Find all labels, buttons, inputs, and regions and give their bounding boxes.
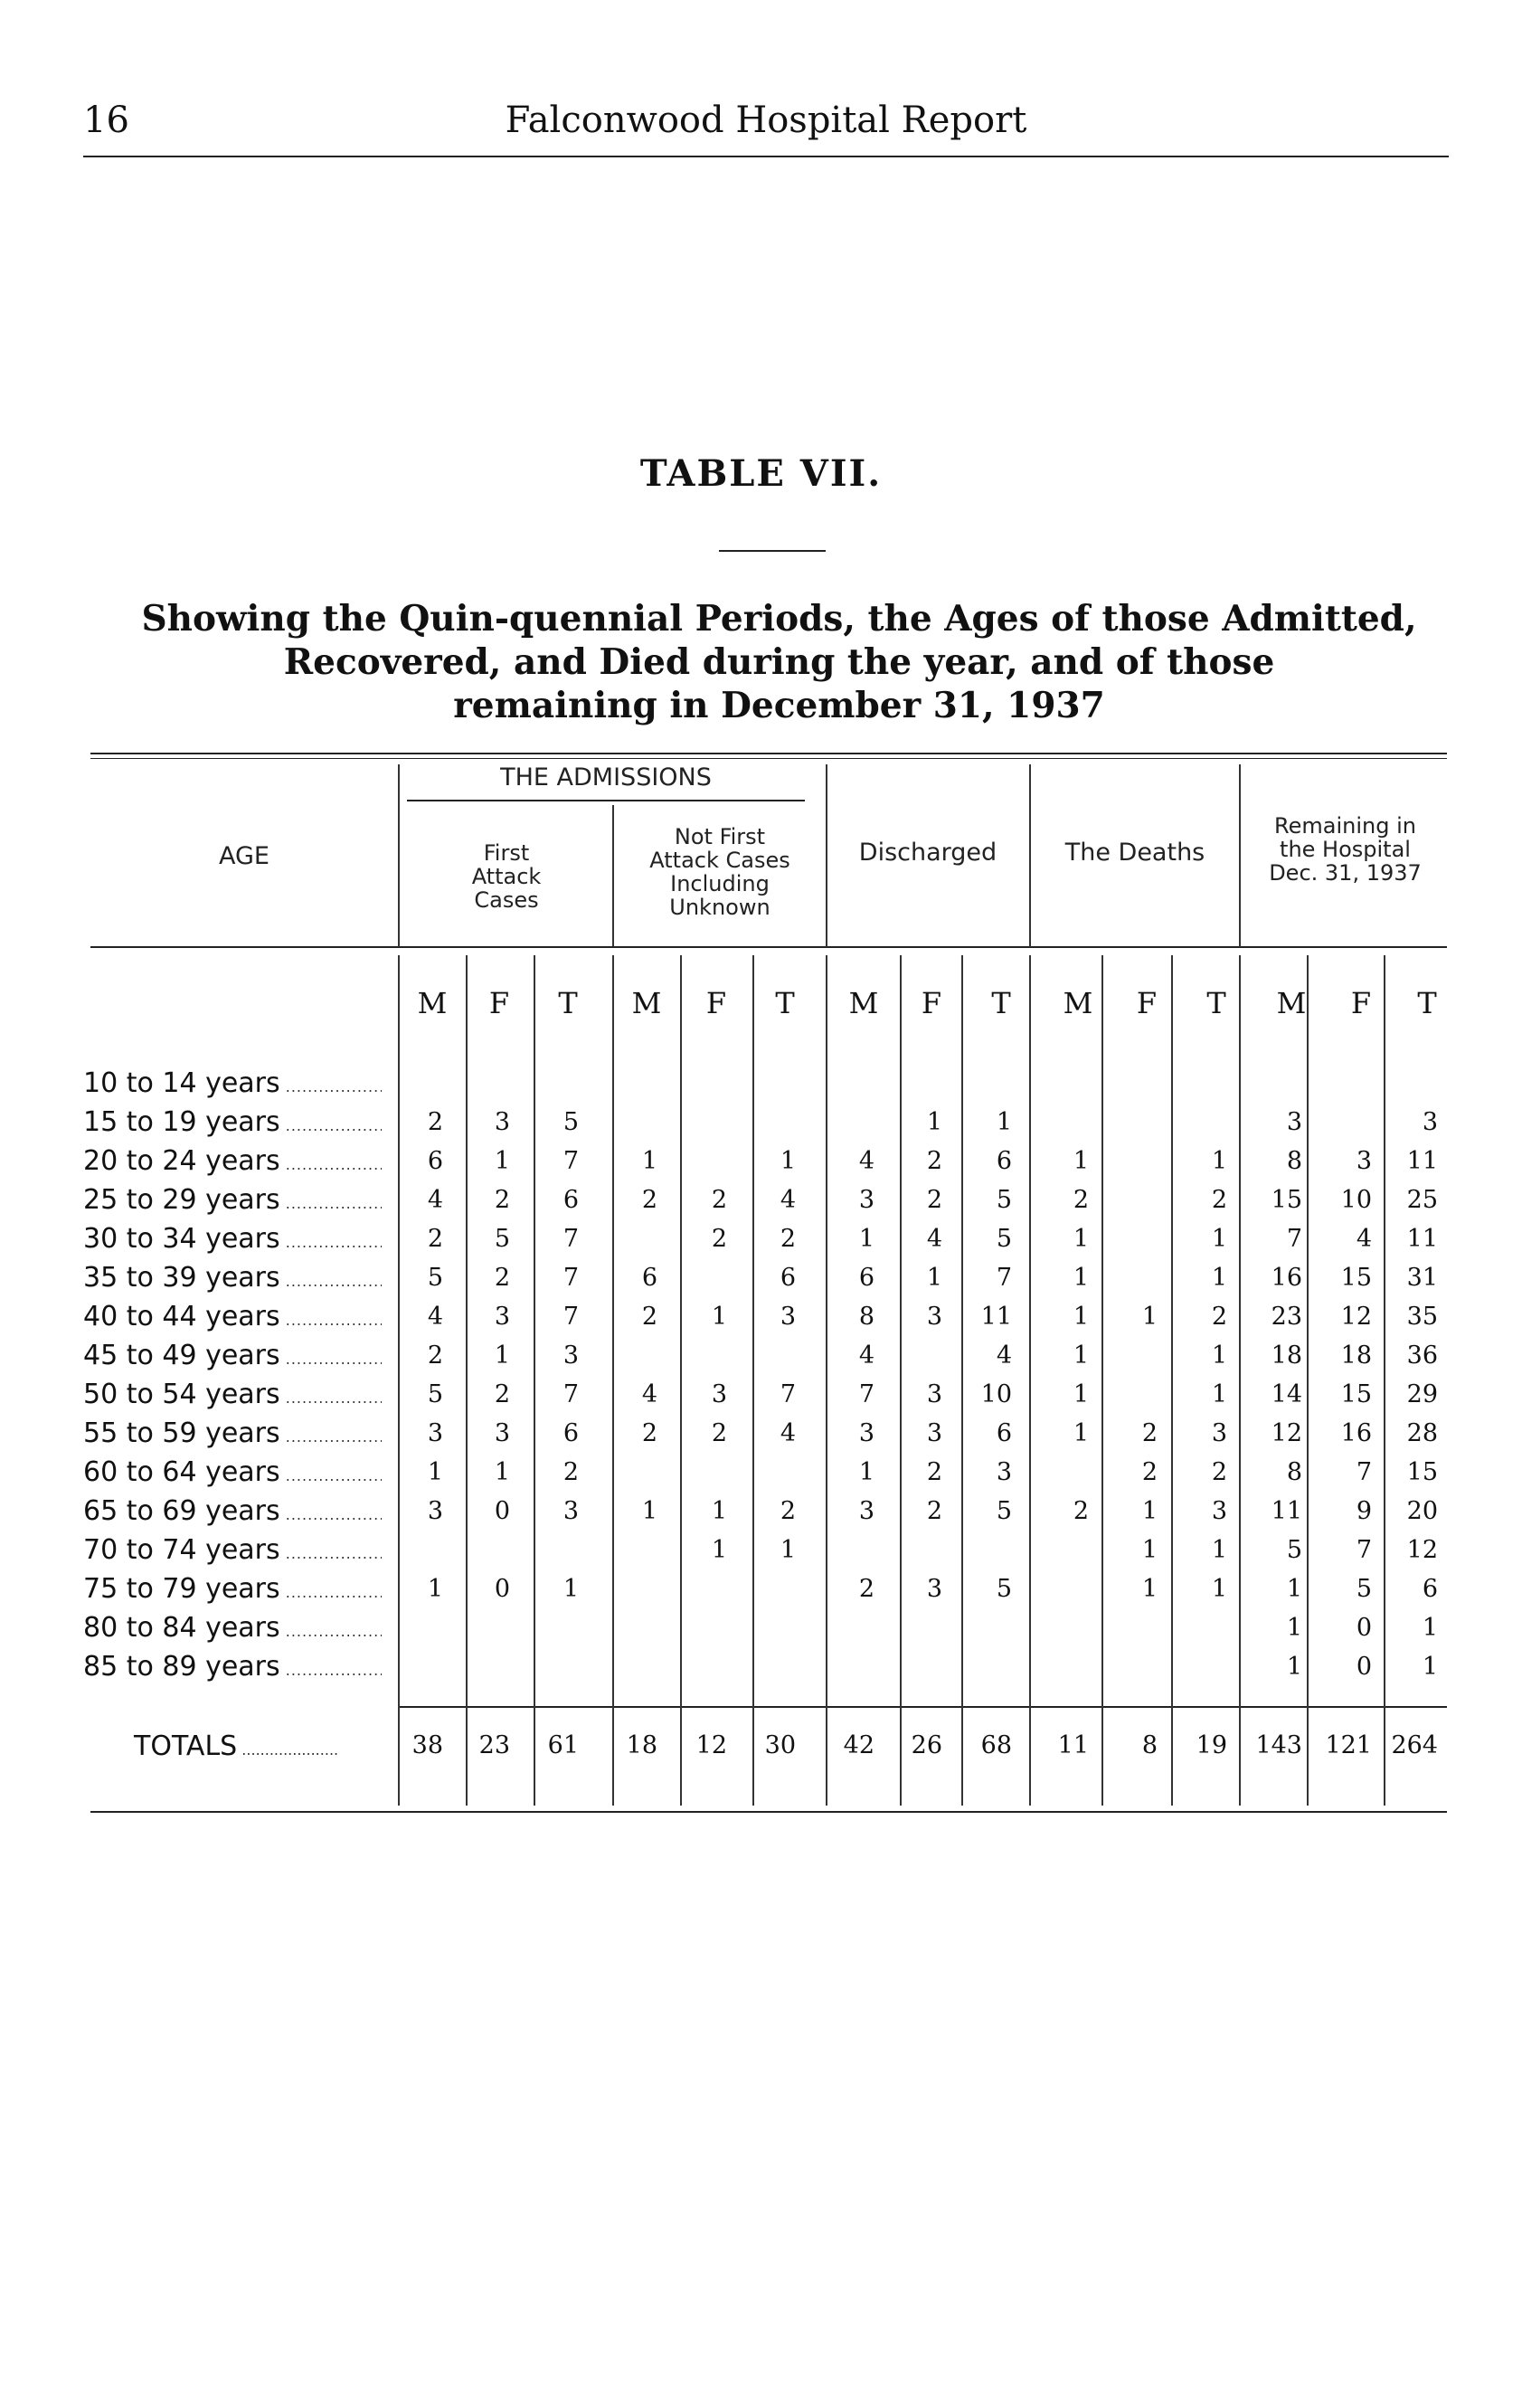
table-cell: 1	[641, 1147, 657, 1175]
age-label: 60 to 64 years .....	[83, 1456, 382, 1488]
table-cell: 5	[562, 1108, 579, 1136]
discharged-header: Discharged	[858, 839, 997, 867]
table-cell: 2	[711, 1225, 727, 1253]
table-cell: 2	[1073, 1497, 1089, 1525]
table-cell: 3	[494, 1303, 510, 1331]
table-cell: 2	[926, 1186, 942, 1214]
table-cell: 3	[562, 1341, 579, 1370]
header-line: Cases	[474, 887, 539, 913]
table-cell: 7	[1356, 1458, 1372, 1486]
divider	[398, 764, 400, 947]
age-label: 25 to 29 years .....	[83, 1184, 382, 1216]
table-cell: 28	[1406, 1419, 1438, 1447]
totals-label: TOTALS .....	[134, 1730, 338, 1762]
table-cell: 1	[641, 1497, 657, 1525]
table-cell: 4	[858, 1341, 874, 1370]
column-divider	[1029, 955, 1031, 1806]
column-divider	[680, 955, 682, 1806]
totals-cell: 19	[1196, 1731, 1227, 1759]
caption-line: remaining in December 31, 1937	[453, 685, 1105, 726]
age-label: 10 to 14 years .....	[83, 1067, 382, 1099]
table-cell: 11	[980, 1303, 1012, 1331]
table-cell: 12	[1271, 1419, 1302, 1447]
table-bottom-rule	[90, 1811, 1447, 1813]
table-cell: 2	[1211, 1458, 1227, 1486]
age-label: 15 to 19 years .....	[83, 1106, 382, 1138]
page-header	[83, 100, 1449, 154]
totals-cell: 8	[1141, 1731, 1158, 1759]
sub-header-cell: M	[1063, 986, 1093, 1020]
table-cell: 9	[1356, 1497, 1372, 1525]
table-caption	[109, 597, 1450, 727]
table-cell: 1	[1211, 1341, 1227, 1370]
table-cell: 1	[1073, 1303, 1089, 1331]
table-cell: 12	[1340, 1303, 1372, 1331]
totals-cell: 38	[411, 1731, 443, 1759]
table-cell: 6	[996, 1419, 1012, 1447]
table-cell: 3	[1422, 1108, 1438, 1136]
table-cell: 1	[427, 1575, 443, 1603]
table-cell: 1	[1422, 1614, 1438, 1642]
totals-top-rule	[398, 1706, 1447, 1708]
age-label: 50 to 54 years .....	[83, 1379, 382, 1410]
column-divider	[1171, 955, 1173, 1806]
table-cell: 1	[1073, 1264, 1089, 1292]
header-line: Dec. 31, 1937	[1269, 860, 1422, 886]
column-divider	[1384, 955, 1385, 1806]
table-cell: 4	[996, 1341, 1012, 1370]
table-cell: 1	[780, 1536, 796, 1564]
sub-header-cell: T	[775, 986, 795, 1020]
table-cell: 2	[641, 1419, 657, 1447]
age-label: 20 to 24 years .....	[83, 1145, 382, 1177]
sub-header-cell: T	[1417, 986, 1437, 1020]
table-cell: 6	[562, 1186, 579, 1214]
column-divider	[612, 955, 614, 1806]
table-cell: 6	[562, 1419, 579, 1447]
table-cell: 2	[711, 1186, 727, 1214]
totals-cell: 18	[626, 1731, 657, 1759]
divider	[1239, 764, 1241, 947]
table-cell: 1	[1141, 1536, 1158, 1564]
table-cell: 8	[1286, 1458, 1302, 1486]
table-cell: 3	[494, 1419, 510, 1447]
table-cell: 2	[926, 1497, 942, 1525]
header-line: Not First	[674, 824, 766, 849]
table-cell: 4	[641, 1380, 657, 1408]
table-cell: 2	[427, 1225, 443, 1253]
age-label: 55 to 59 years .....	[83, 1417, 382, 1449]
table-cell: 29	[1406, 1380, 1438, 1408]
table-cell: 7	[562, 1380, 579, 1408]
running-title: Falconwood Hospital Report	[505, 100, 1027, 141]
totals-cell: 23	[478, 1731, 510, 1759]
column-divider	[961, 955, 963, 1806]
table-cell: 2	[780, 1497, 796, 1525]
table-cell: 11	[1271, 1497, 1302, 1525]
table-cell: 2	[1073, 1186, 1089, 1214]
table-cell: 4	[858, 1147, 874, 1175]
column-divider	[1101, 955, 1103, 1806]
sub-header-cell: M	[631, 986, 662, 1020]
table-cell: 4	[1356, 1225, 1372, 1253]
table-cell: 20	[1406, 1497, 1438, 1525]
table-cell: 12	[1406, 1536, 1438, 1564]
table-cell: 15	[1271, 1186, 1302, 1214]
table-cell: 7	[1356, 1536, 1372, 1564]
table-cell: 2	[494, 1380, 510, 1408]
table-cell: 23	[1271, 1303, 1302, 1331]
table-cell: 4	[780, 1419, 796, 1447]
table-cell: 7	[996, 1264, 1012, 1292]
table-cell: 7	[562, 1147, 579, 1175]
deaths-header: The Deaths	[1064, 839, 1205, 867]
table-cell: 2	[1211, 1303, 1227, 1331]
table-cell: 6	[858, 1264, 874, 1292]
table-cell: 18	[1340, 1341, 1372, 1370]
column-divider	[826, 955, 827, 1806]
header-line: Remaining in	[1274, 813, 1416, 839]
table-top-rule-thin	[90, 758, 1447, 759]
sub-header-cell: M	[1276, 986, 1307, 1020]
table-cell: 3	[780, 1303, 796, 1331]
table-cell: 2	[494, 1186, 510, 1214]
table-cell: 2	[562, 1458, 579, 1486]
totals-cell: 42	[843, 1731, 874, 1759]
admissions-rule	[407, 800, 805, 801]
sub-header-cell: T	[991, 986, 1011, 1020]
table-cell: 1	[1211, 1575, 1227, 1603]
age-label: 35 to 39 years .....	[83, 1262, 382, 1294]
table-cell: 3	[1356, 1147, 1372, 1175]
totals-cell: 264	[1391, 1731, 1438, 1759]
table-cell: 1	[996, 1108, 1012, 1136]
table-cell: 31	[1406, 1264, 1438, 1292]
table-cell: 2	[641, 1303, 657, 1331]
table-cell: 3	[926, 1575, 942, 1603]
table-cell: 2	[1141, 1419, 1158, 1447]
age-label: 65 to 69 years .....	[83, 1495, 382, 1527]
table-cell: 4	[780, 1186, 796, 1214]
table-cell: 2	[780, 1225, 796, 1253]
table-cell: 1	[1073, 1419, 1089, 1447]
table-cell: 15	[1340, 1264, 1372, 1292]
table-cell: 7	[1286, 1225, 1302, 1253]
table-cell: 2	[1141, 1458, 1158, 1486]
table-cell: 3	[926, 1380, 942, 1408]
table-cell: 1	[858, 1225, 874, 1253]
table-cell: 1	[711, 1536, 727, 1564]
sub-header-cell: F	[1350, 986, 1372, 1020]
column-divider	[534, 955, 535, 1806]
table-cell: 15	[1340, 1380, 1372, 1408]
column-divider	[752, 955, 754, 1806]
table-cell: 3	[427, 1419, 443, 1447]
table-cell: 5	[996, 1575, 1012, 1603]
table-cell: 1	[494, 1341, 510, 1370]
table-cell: 1	[1141, 1303, 1158, 1331]
table-cell: 1	[1073, 1341, 1089, 1370]
table-number: TABLE VII.	[639, 452, 883, 495]
table-cell: 1	[427, 1458, 443, 1486]
table-cell: 1	[780, 1147, 796, 1175]
table-cell: 7	[780, 1380, 796, 1408]
table-cell: 10	[980, 1380, 1012, 1408]
sub-header-cell: M	[417, 986, 448, 1020]
table-cell: 16	[1340, 1419, 1372, 1447]
table-cell: 1	[494, 1458, 510, 1486]
column-divider	[466, 955, 468, 1806]
header-bottom-rule	[90, 946, 1447, 948]
table-cell: 1	[1211, 1264, 1227, 1292]
table-cell: 2	[711, 1419, 727, 1447]
totals-cell: 61	[547, 1731, 579, 1759]
table-cell: 1	[711, 1303, 727, 1331]
table-cell: 4	[926, 1225, 942, 1253]
table-cell: 1	[562, 1575, 579, 1603]
table-cell: 1	[926, 1108, 942, 1136]
not-first-attack-header	[615, 825, 825, 919]
table-cell: 7	[562, 1225, 579, 1253]
table-cell: 6	[780, 1264, 796, 1292]
table-cell: 11	[1406, 1147, 1438, 1175]
table-cell: 2	[427, 1341, 443, 1370]
header-line: the Hospital	[1280, 837, 1411, 862]
age-label: 70 to 74 years .....	[83, 1534, 382, 1566]
table-cell: 8	[1286, 1147, 1302, 1175]
table-cell: 5	[996, 1225, 1012, 1253]
divider	[612, 805, 614, 946]
table-cell: 3	[494, 1108, 510, 1136]
table-cell: 16	[1271, 1264, 1302, 1292]
table-cell: 3	[926, 1303, 942, 1331]
table-cell: 3	[1211, 1419, 1227, 1447]
table-cell: 3	[427, 1497, 443, 1525]
table-cell: 1	[1073, 1225, 1089, 1253]
header-line: First	[483, 840, 530, 866]
table-cell: 3	[926, 1419, 942, 1447]
table-cell: 1	[858, 1458, 874, 1486]
table-cell: 2	[641, 1186, 657, 1214]
table-cell: 5	[996, 1186, 1012, 1214]
table-cell: 1	[1286, 1575, 1302, 1603]
table-cell: 8	[858, 1303, 874, 1331]
table-cell: 1	[1073, 1147, 1089, 1175]
caption-line: Showing the Quin-quennial Periods, the Ages of those Admitted,	[141, 598, 1417, 640]
sub-header-cell: F	[705, 986, 727, 1020]
sub-header-cell: F	[488, 986, 510, 1020]
table-cell: 6	[641, 1264, 657, 1292]
table-cell: 5	[427, 1380, 443, 1408]
sub-header-cell: M	[848, 986, 879, 1020]
table-cell: 0	[1356, 1614, 1372, 1642]
title-dash	[719, 550, 826, 552]
table-cell: 18	[1271, 1341, 1302, 1370]
column-divider	[1307, 955, 1309, 1806]
table-cell: 1	[1286, 1614, 1302, 1642]
table-cell: 25	[1406, 1186, 1438, 1214]
table-cell: 4	[427, 1186, 443, 1214]
table-cell: 3	[858, 1419, 874, 1447]
table-cell: 3	[711, 1380, 727, 1408]
table-cell: 1	[1073, 1380, 1089, 1408]
table-cell: 3	[562, 1497, 579, 1525]
table-cell: 15	[1406, 1458, 1438, 1486]
table-cell: 2	[494, 1264, 510, 1292]
table-cell: 2	[427, 1108, 443, 1136]
table-cell: 11	[1406, 1225, 1438, 1253]
table-cell: 5	[1286, 1536, 1302, 1564]
totals-cell: 143	[1255, 1731, 1302, 1759]
age-label: 80 to 84 years .....	[83, 1612, 382, 1644]
table-cell: 1	[711, 1497, 727, 1525]
age-label: 85 to 89 years .....	[83, 1651, 382, 1683]
table-cell: 10	[1340, 1186, 1372, 1214]
table-cell: 1	[926, 1264, 942, 1292]
totals-cell: 68	[980, 1731, 1012, 1759]
table-cell: 7	[562, 1303, 579, 1331]
table-cell: 2	[858, 1575, 874, 1603]
table-cell: 7	[858, 1380, 874, 1408]
caption-line: Recovered, and Died during the year, and of those	[283, 641, 1275, 683]
header-line: Attack	[471, 864, 542, 889]
header-line: Unknown	[669, 895, 770, 920]
table-cell: 3	[1286, 1108, 1302, 1136]
remaining-header	[1243, 814, 1447, 885]
table-cell: 1	[1286, 1653, 1302, 1681]
table-cell: 3	[858, 1497, 874, 1525]
sub-header-cell: T	[1206, 986, 1226, 1020]
table-cell: 1	[1211, 1225, 1227, 1253]
sub-header-cell: F	[921, 986, 942, 1020]
totals-cell: 121	[1325, 1731, 1372, 1759]
age-label: 45 to 49 years .....	[83, 1340, 382, 1371]
age-header: AGE	[219, 842, 269, 870]
totals-cell: 11	[1057, 1731, 1089, 1759]
totals-cell: 26	[911, 1731, 942, 1759]
table-cell: 1	[1141, 1575, 1158, 1603]
age-label: 30 to 34 years .....	[83, 1223, 382, 1255]
table-cell: 0	[494, 1575, 510, 1603]
admissions-header: THE ADMISSIONS	[500, 763, 712, 792]
totals-cell: 30	[764, 1731, 796, 1759]
header-line: Attack Cases	[649, 848, 790, 873]
table-cell: 1	[1211, 1147, 1227, 1175]
table-cell: 2	[926, 1147, 942, 1175]
sub-header-cell: F	[1136, 986, 1158, 1020]
table-cell: 1	[1422, 1653, 1438, 1681]
table-cell: 5	[427, 1264, 443, 1292]
table-cell: 1	[1141, 1497, 1158, 1525]
table-cell: 6	[1422, 1575, 1438, 1603]
table-cell: 1	[1211, 1536, 1227, 1564]
age-label: 40 to 44 years .....	[83, 1301, 382, 1332]
table-cell: 0	[494, 1497, 510, 1525]
table-cell: 6	[996, 1147, 1012, 1175]
age-label: 75 to 79 years .....	[83, 1573, 382, 1605]
column-divider	[398, 955, 400, 1806]
table-cell: 5	[494, 1225, 510, 1253]
table-cell: 1	[1211, 1380, 1227, 1408]
table-cell: 2	[1211, 1186, 1227, 1214]
table-cell: 3	[1211, 1497, 1227, 1525]
first-attack-header	[402, 841, 610, 912]
table-cell: 3	[858, 1186, 874, 1214]
totals-cell: 12	[695, 1731, 727, 1759]
sub-header-cell: T	[558, 986, 578, 1020]
header-line: Including	[670, 871, 770, 896]
table-cell: 5	[1356, 1575, 1372, 1603]
table-cell: 35	[1406, 1303, 1438, 1331]
table-cell: 4	[427, 1303, 443, 1331]
page-number: 16	[83, 100, 129, 141]
table-cell: 3	[996, 1458, 1012, 1486]
header-rule	[83, 156, 1449, 157]
column-divider	[1239, 955, 1241, 1806]
table-cell: 5	[996, 1497, 1012, 1525]
table-top-rule	[90, 753, 1447, 754]
table-cell: 1	[494, 1147, 510, 1175]
column-divider	[900, 955, 902, 1806]
table-cell: 6	[427, 1147, 443, 1175]
table-cell: 7	[562, 1264, 579, 1292]
table-cell: 14	[1271, 1380, 1302, 1408]
table-cell: 0	[1356, 1653, 1372, 1681]
table-cell: 36	[1406, 1341, 1438, 1370]
table-cell: 2	[926, 1458, 942, 1486]
